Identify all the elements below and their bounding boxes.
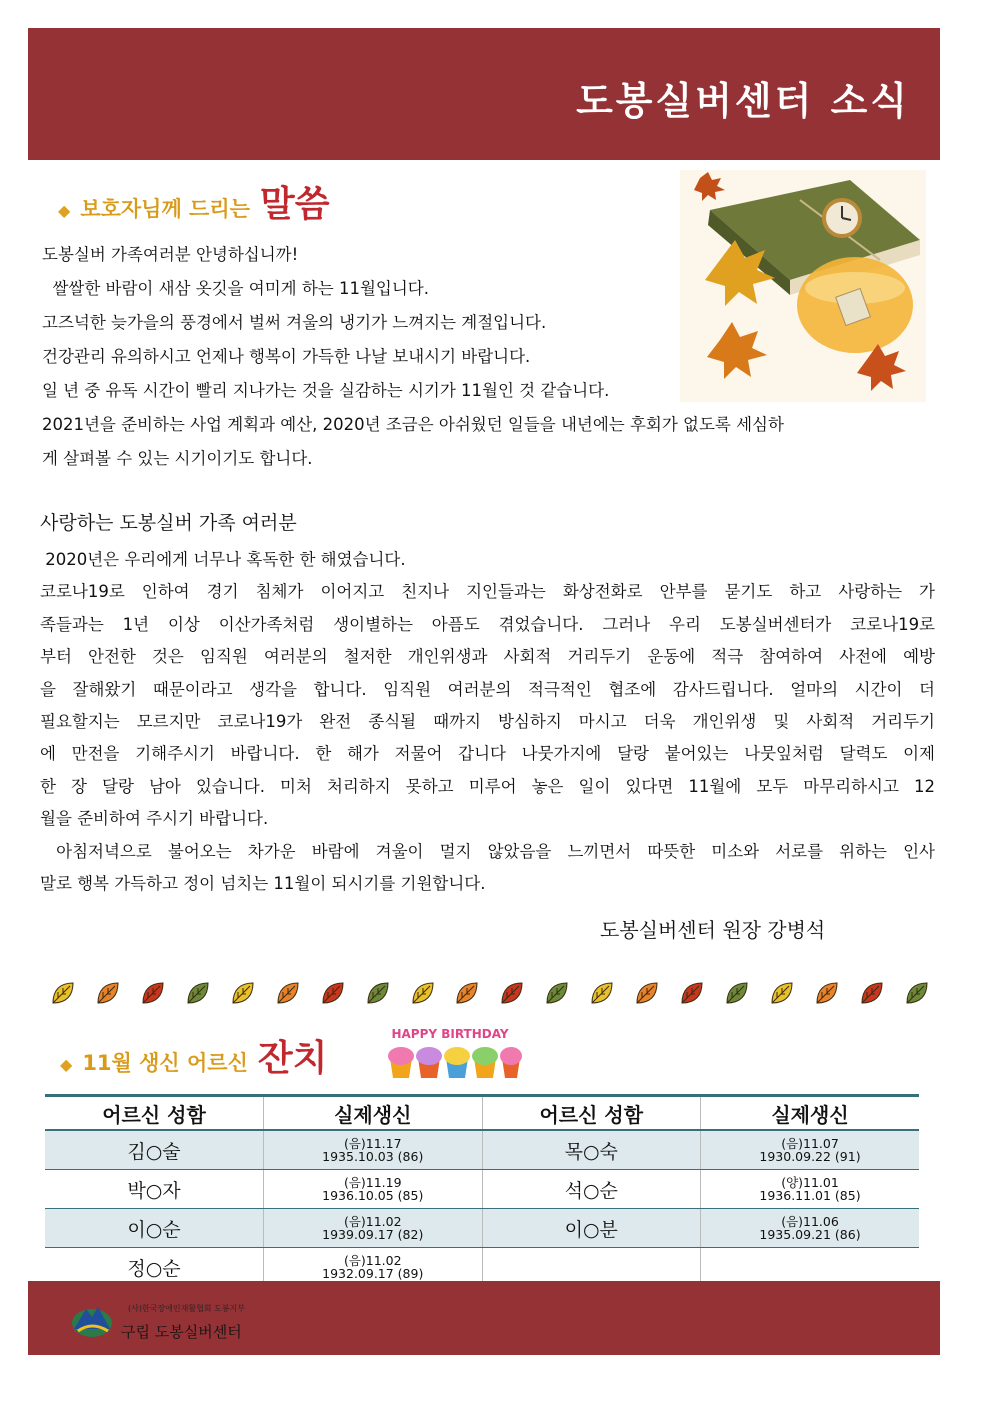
table-header-row [45,1096,919,1131]
bullet-icon: ◆ [58,201,71,220]
birthday-badge-text: HAPPY BIRTHDAY [391,1027,509,1041]
center-logo-icon [70,1299,114,1339]
text-line: 고즈넉한 늦가을의 풍경에서 벌써 겨울의 냉기가 느껴지는 계절입니다. [42,313,547,332]
section-title-big: 말씀 [259,184,330,225]
leaf-icon [320,980,346,1006]
table-row [45,1130,919,1170]
leaf-icon [454,980,480,1006]
text-line: 코로나19로 인하여 경기 침체가 이어지고 친지나 지인들과는 화상전화로 안부를 묻기도 하고 사랑하는 가 [40,582,935,602]
leaf-icon [769,980,795,1006]
birthday-date: (음)11.07 1930.09.22 (91) [701,1130,920,1170]
footer-org-name: 구립 도봉실버센터 [121,1323,242,1341]
bullet-icon: ◆ [60,1055,73,1074]
leaf-icon [634,980,660,1006]
leaf-icon [365,980,391,1006]
elder-name: 김○술 [45,1130,264,1170]
leaf-icon [140,980,166,1006]
text-line: 월을 준비하여 주시기 바랍니다. [40,809,269,829]
leaf-icon [814,980,840,1006]
leaf-icon [230,980,256,1006]
section-title-message [58,176,329,227]
text-line: 을 잘해왔기 때문이라고 생각을 합니다. 임직원 여러분의 적극적인 협조에 감사드립니다. 얼마의 시간이 더 [40,679,935,699]
leaf-icon [50,980,76,1006]
leaf-icon [275,980,301,1006]
birthday-date: (음)11.19 1936.10.05 (85) [264,1170,483,1209]
leaf-icon [724,980,750,1006]
elder-name: 목○숙 [482,1130,701,1170]
birthday-date: (음)11.02 1939.09.17 (82) [264,1209,483,1248]
text-line: 2021년을 준비하는 사업 계획과 예산, 2020년 조금은 아쉬웠던 일들을 내년에는 후회가 없도록 세심하 [42,415,784,434]
leaf-icon [904,980,930,1006]
text-line: 게 살펴볼 수 있는 시기이기도 합니다. [42,449,313,468]
leaf-icon [859,980,885,1006]
section-title-small: 보호자님께 드리는 [80,197,250,221]
leaf-icon [544,980,570,1006]
signature: 도봉실버센터 원장 강병석 [600,918,826,942]
section-title-birthday [60,1030,327,1081]
text-line: 에 만전을 기해주시기 바랍니다. 한 해가 저물어 갑니다 나뭇가지에 달랑 붙어있는 나뭇잎처럼 달력도 이제 [40,744,935,764]
happy-birthday-cupcakes-icon [376,1022,524,1084]
table-row [45,1209,919,1248]
leaf-icon [185,980,211,1006]
elder-name: 이○분 [482,1209,701,1248]
birthday-date: (음)11.02 1932.09.17 (89) [264,1248,483,1288]
text-line: 아침저녁으로 불어오는 차가운 바람에 겨울이 멀지 않았음을 느끼면서 따뜻한 미소와 서로를 위하는 인사 [40,841,935,861]
header-banner [28,28,940,160]
leaf-icon [589,980,615,1006]
birthday-date: (음)11.06 1935.09.21 (86) [701,1209,920,1248]
text-line: 쌀쌀한 바람이 새삼 옷깃을 여미게 하는 11월입니다. [42,279,429,298]
text-line: 족들과는 1년 이상 이산가족처럼 생이별하는 아픔도 겪었습니다. 그러나 우리 도봉실버센터가 코로나19로 [40,614,935,634]
leaf-icon [679,980,705,1006]
letter-body [40,544,935,900]
leaf-border [50,980,930,1010]
text-line: 도봉실버 가족여러분 안녕하십니까! [42,245,299,264]
table-row [45,1170,919,1209]
elder-name: 박○자 [45,1170,264,1209]
column-header: 어르신 성함 [45,1096,264,1131]
text-line: 부터 안전한 것은 임직원 여러분의 철저한 개인위생과 사회적 거리두기 운동에 적극 참여하여 사전에 예방 [40,647,935,667]
birthday-date: (양)11.01 1936.11.01 (85) [701,1170,920,1209]
leaf-icon [410,980,436,1006]
section-title-big: 잔치 [257,1038,328,1079]
greeting-paragraph [42,238,784,476]
elder-name: 정○순 [45,1248,264,1288]
birthday-table [45,1094,919,1289]
leaf-icon [499,980,525,1006]
text-line: 말로 행복 가득하고 정이 넘치는 11월이 되시기를 기원합니다. [40,874,486,894]
text-line: 일 년 중 유독 시간이 빨리 지나가는 것을 실감하는 시기가 11월인 것 같습니다. [42,381,610,400]
footer-banner [28,1281,940,1355]
text-line: 필요할지는 모르지만 코로나19가 완전 종식될 때까지 방심하지 마시고 더욱 개인위생 및 사회적 거리두기 [40,712,935,732]
elder-name: 이○순 [45,1209,264,1248]
column-header: 실제생신 [264,1096,483,1131]
page-title: 도봉실버센터 소식 [576,79,910,123]
text-line: 한 장 달랑 남아 있습니다. 미처 처리하지 못하고 미루어 놓은 일이 있다면 11월에 모두 마무리하시고 12 [40,776,935,796]
letter-heading: 사랑하는 도봉실버 가족 여러분 [40,512,297,534]
leaf-icon [95,980,121,1006]
birthday-date: (음)11.17 1935.10.03 (86) [264,1130,483,1170]
column-header: 어르신 성함 [482,1096,701,1131]
column-header: 실제생신 [701,1096,920,1131]
text-line: 건강관리 유의하시고 언제나 행복이 가득한 나날 보내시기 바랍니다. [42,347,531,366]
section-title-small: 11월 생신 어르신 [82,1051,248,1075]
elder-name: 석○순 [482,1170,701,1209]
footer-org-small: (사)한국장애인재활협회 도봉지부 [128,1304,245,1313]
text-line: 2020년은 우리에게 너무나 혹독한 한 해였습니다. [40,550,406,569]
